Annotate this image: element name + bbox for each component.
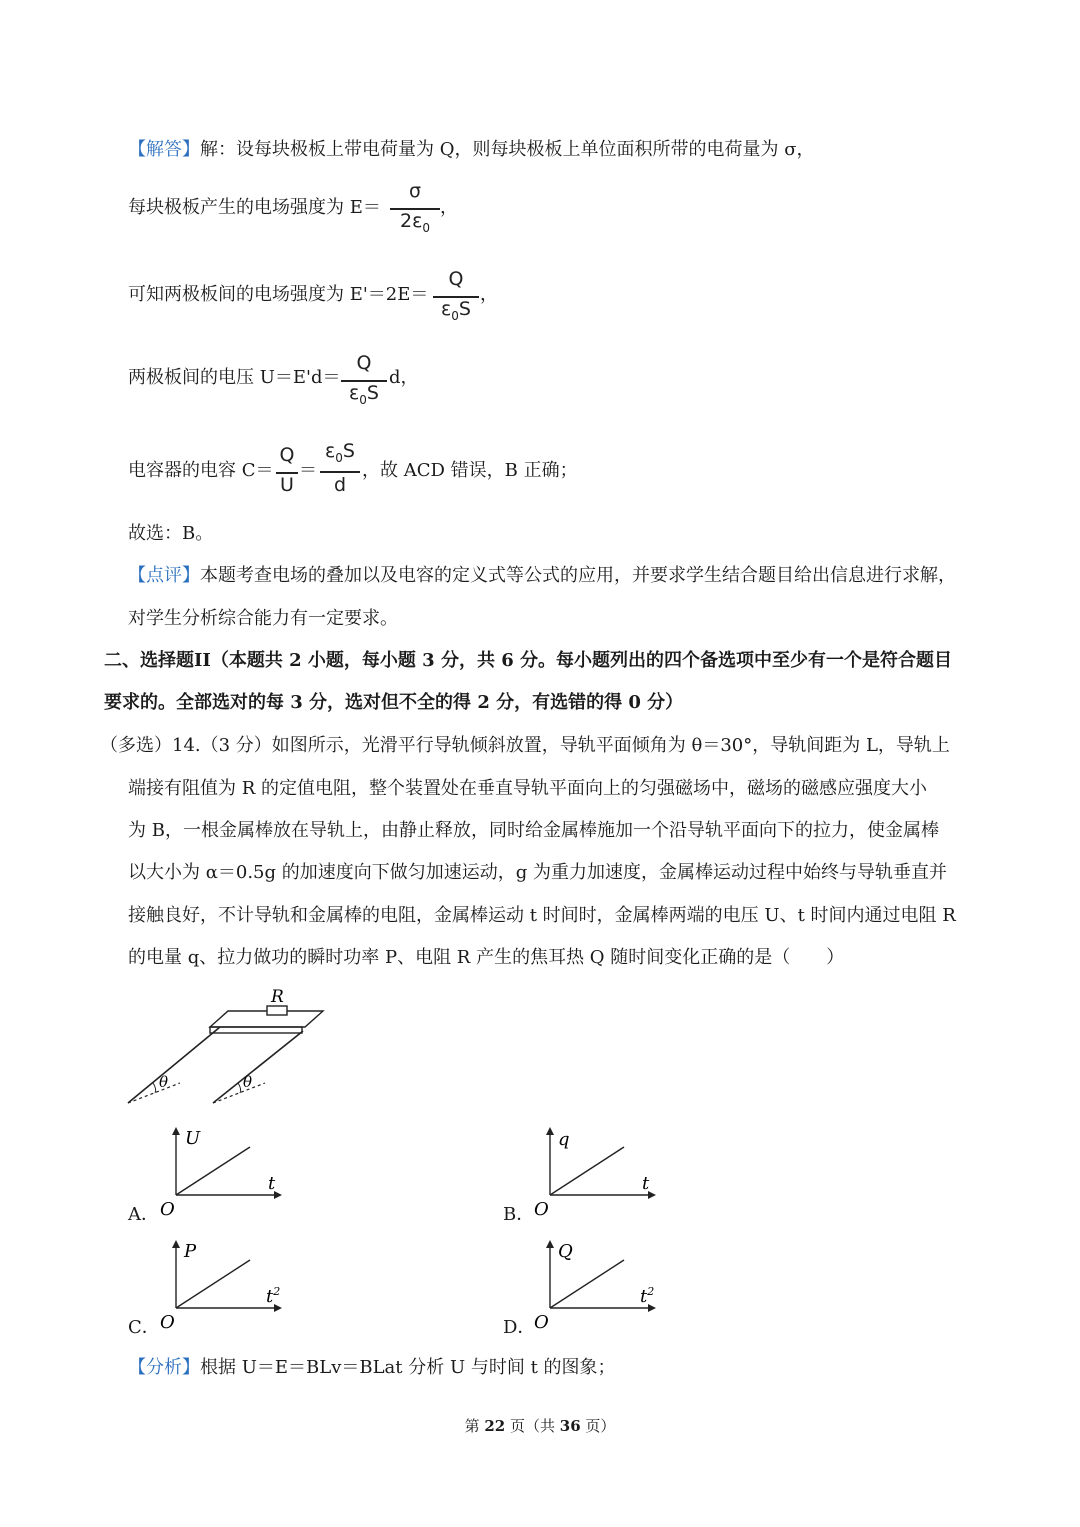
graph-line [550, 1147, 624, 1195]
answer-line-2-end: ， [480, 284, 498, 305]
fraction-denominator: d [333, 474, 347, 496]
fraction-numerator: ε [325, 440, 336, 462]
y-axis-label: q [558, 1129, 570, 1150]
graph-line [176, 1147, 250, 1195]
x-axis-exponent: 2 [647, 1285, 655, 1298]
inclined-rails-figure [125, 985, 330, 1110]
footer-total-pages: 36 [559, 1417, 581, 1435]
x-arrow-icon [648, 1304, 656, 1312]
right-angle-label: θ [243, 1073, 253, 1091]
graph-line [176, 1260, 250, 1308]
analysis-text: 根据 U＝E＝BLv＝BLat 分析 U 与时间 t 的图象； [200, 1357, 616, 1378]
y-arrow-icon [546, 1127, 554, 1135]
fraction-numerator: Q [356, 352, 372, 374]
fraction-denominator-after: S [366, 382, 379, 404]
left-rail [128, 1027, 220, 1103]
answer-line-4-text: 电容器的电容 C＝ [128, 460, 274, 481]
answer-tag: 【解答】 [128, 139, 200, 160]
section-heading-line-1: 二、选择题II（本题共 2 小题，每小题 3 分，共 6 分。每小题列出的四个备选项中至少有一个是符合题目 [104, 650, 953, 671]
question-line-5: 接触良好，不计导轨和金属棒的电阻，金属棒运动 t 时间时，金属棒两端的电压 U、t 时间内通过电阻 R [128, 905, 956, 926]
fraction-denominator: U [280, 474, 294, 496]
option-a-letter: A． [128, 1204, 159, 1225]
option-c-letter: C． [128, 1317, 160, 1338]
fraction-q-over-u [276, 444, 298, 502]
left-angle-arc [153, 1083, 156, 1093]
x-axis-label [266, 1285, 280, 1307]
y-arrow-icon [172, 1127, 180, 1135]
fraction-numerator: Q [448, 268, 464, 290]
fraction-denominator: ε [441, 298, 452, 320]
page-footer [0, 1415, 1080, 1436]
right-dashed-ground [213, 1083, 265, 1103]
fraction-e0s-over-d [320, 440, 360, 502]
answer-line-3-text: 两极板间的电压 U＝E'd＝ [128, 367, 341, 388]
option-b-graph [532, 1125, 662, 1220]
fraction-numerator: Q [279, 444, 295, 466]
answer-line-1-text: 每块极板产生的电场强度为 E＝ [128, 197, 381, 218]
analysis-line [128, 1355, 616, 1381]
option-d-graph [532, 1238, 662, 1333]
origin-label: O [160, 1199, 175, 1220]
footer-mid: 页（共 [505, 1417, 560, 1435]
y-arrow-icon [172, 1240, 180, 1248]
resistor [267, 1006, 287, 1015]
fraction-q-over-e0s [433, 268, 479, 326]
fraction-denominator-sub: 0 [359, 392, 367, 407]
question-line-1: （多选）14.（3 分）如图所示，光滑平行导轨倾斜放置，导轨平面倾角为 θ＝30°，导轨间距为 L，导轨上 [100, 735, 950, 756]
fraction-denominator-sub: 0 [422, 220, 430, 235]
answer-line-2-text: 可知两极板间的电场强度为 E'＝2E＝ [128, 284, 429, 305]
answer-line-3-end: d， [389, 367, 419, 388]
y-arrow-icon [546, 1240, 554, 1248]
question-line-2: 端接有阻值为 R 的定值电阻，整个装置处在垂直导轨平面向上的匀强磁场中，磁场的磁感应强度大小 [128, 778, 927, 799]
analysis-tag: 【分析】 [128, 1357, 200, 1378]
comment-line-1 [128, 563, 956, 589]
fraction-sigma-over-2e0 [390, 180, 440, 238]
answer-line-2 [128, 282, 428, 308]
graph-line [550, 1260, 624, 1308]
right-angle-arc [238, 1083, 241, 1093]
answer-line-4 [128, 458, 274, 484]
left-dashed-ground [128, 1083, 180, 1103]
option-d-letter: D． [503, 1317, 536, 1338]
x-axis-base: t [640, 1286, 648, 1307]
x-arrow-icon [274, 1304, 282, 1312]
resistor-label: R [271, 987, 284, 1007]
right-rail [213, 1031, 303, 1103]
comment-tag: 【点评】 [128, 565, 200, 586]
fraction-numerator: σ [408, 180, 422, 202]
question-line-3: 为 B，一根金属棒放在导轨上，由静止释放，同时给金属棒施加一个沿导轨平面向下的拉力，使金属棒 [128, 820, 939, 841]
fraction-denominator-after: S [458, 298, 471, 320]
origin-label: O [160, 1312, 175, 1333]
fraction-q-over-e0s-2 [341, 352, 387, 410]
footer-page-number: 22 [484, 1417, 506, 1435]
option-a-graph [158, 1125, 288, 1220]
fraction-denominator: 2ε [400, 210, 423, 232]
answer-line-1 [128, 195, 381, 221]
x-axis-base: t [266, 1286, 274, 1307]
footer-post: 页） [580, 1417, 616, 1435]
x-axis-exponent: 2 [273, 1285, 281, 1298]
option-c-graph [158, 1238, 288, 1333]
section-heading-line-2: 要求的。全部选对的每 3 分，选对但不全的得 2 分，有选错的得 0 分） [104, 692, 684, 713]
fraction-denominator-sub: 0 [451, 308, 459, 323]
origin-label: O [534, 1312, 549, 1333]
comment-text-1: 本题考查电场的叠加以及电容的定义式等公式的应用，并要求学生结合题目给出信息进行求解， [200, 565, 956, 586]
x-axis-label: t [268, 1173, 276, 1194]
question-line-6: 的电量 q、拉力做功的瞬时功率 P、电阻 R 产生的焦耳热 Q 随时间变化正确的是（ ） [128, 947, 845, 968]
metal-bar [210, 1027, 302, 1033]
option-b-letter: B． [503, 1204, 535, 1225]
comment-line-2: 对学生分析综合能力有一定要求。 [128, 608, 398, 629]
left-angle-label: θ [159, 1073, 169, 1091]
y-axis-label: U [185, 1128, 201, 1149]
origin-label: O [534, 1199, 549, 1220]
fraction-numerator-after: S [342, 440, 355, 462]
y-axis-label: Q [558, 1241, 573, 1262]
answer-line-4-eq: ＝ [299, 460, 317, 481]
fraction-denominator: ε [349, 382, 360, 404]
footer-pre: 第 [464, 1417, 485, 1435]
answer-choice: 故选：B。 [128, 523, 214, 544]
y-axis-label: P [184, 1241, 197, 1262]
answer-intro-line [128, 137, 814, 163]
answer-intro: 解：设每块极板上带电荷量为 Q，则每块极板上单位面积所带的电荷量为 σ， [200, 139, 815, 160]
x-axis-label [640, 1285, 654, 1307]
x-axis-label: t [642, 1173, 650, 1194]
answer-line-4-end: ，故 ACD 错误，B 正确； [362, 460, 578, 481]
answer-line-1-end: ， [440, 197, 458, 218]
fraction-numerator-sub: 0 [335, 450, 343, 465]
answer-line-3 [128, 365, 341, 391]
question-line-4: 以大小为 α＝0.5g 的加速度向下做匀加速运动，g 为重力加速度，金属棒运动过程中始终与导轨垂直并 [128, 862, 947, 883]
